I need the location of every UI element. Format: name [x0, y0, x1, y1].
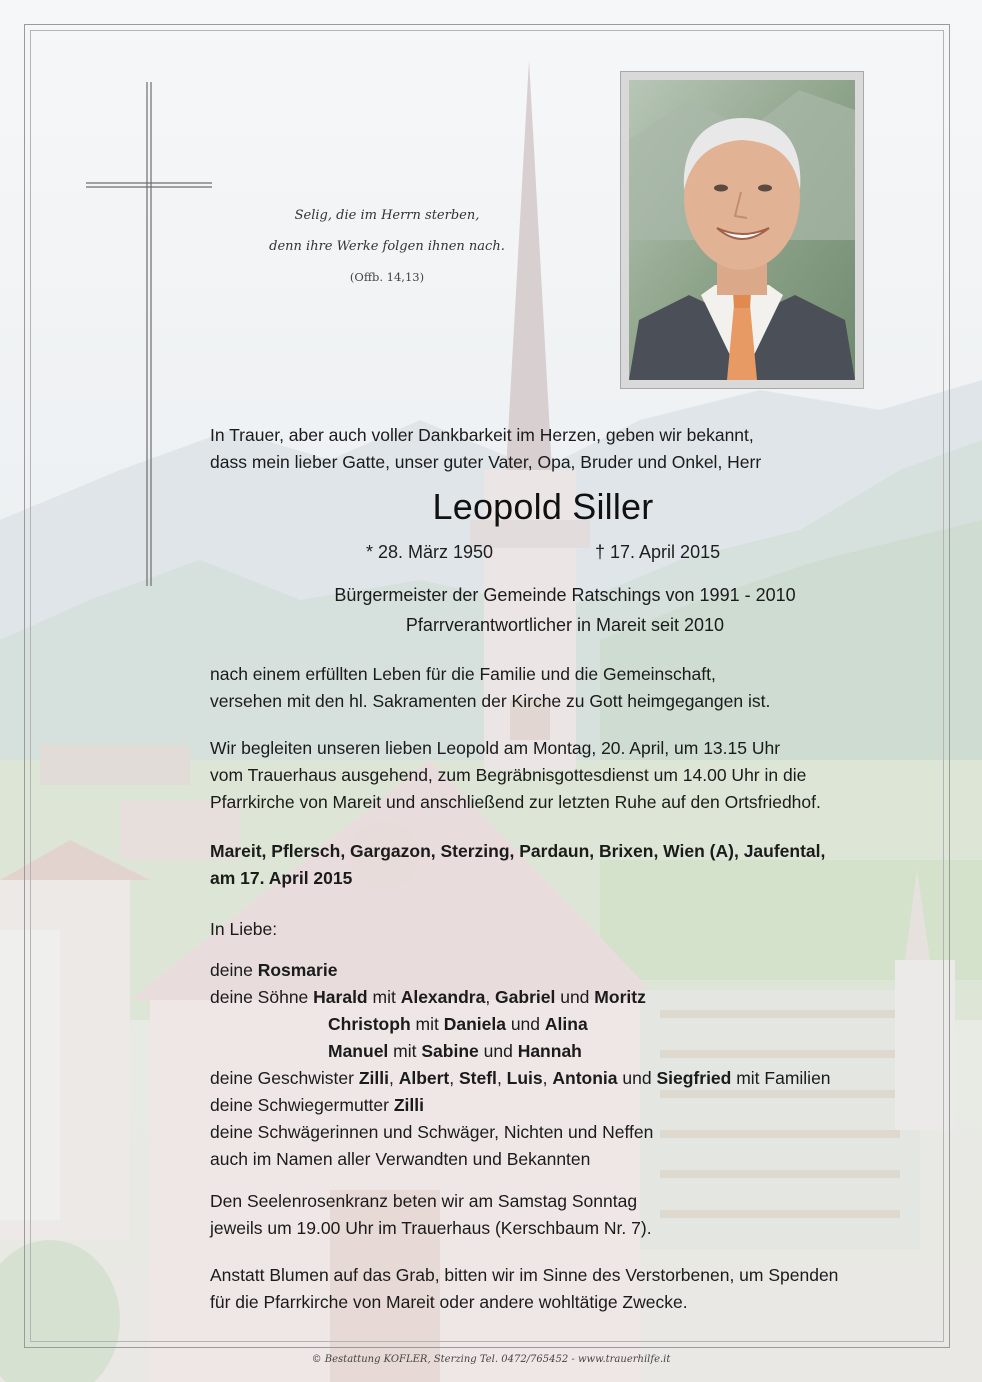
intro-line-2: dass mein lieber Gatte, unser guter Vater, Opa, Bruder und Onkel, Herr [210, 452, 762, 472]
mil-prefix: deine Schwiegermutter [210, 1095, 394, 1115]
titles [250, 580, 880, 640]
and-word: und [555, 987, 595, 1007]
funeral-line-1: Wir begleiten unseren lieben Leopold am Montag, 20. April, um 13.15 Uhr [210, 738, 781, 758]
wife-prefix: deine [210, 960, 258, 980]
funeral-line-2: vom Trauerhaus ausgehend, zum Begräbnisgottesdienst um 14.00 Uhr in die [210, 765, 807, 785]
mourner-sons [210, 984, 831, 1011]
rosary-line-2: jeweils um 19.00 Uhr im Trauerhaus (Kerschbaum Nr. 7). [210, 1218, 652, 1238]
places-text [210, 838, 825, 892]
son2-name: Christoph [328, 1014, 411, 1034]
son3-partner: Sabine [421, 1041, 479, 1061]
mourner-son2 [210, 1011, 831, 1038]
title-mayor: Bürgermeister der Gemeinde Ratschings von 1991 - 2010 [334, 585, 796, 605]
passing-line-2: versehen mit den hl. Sakramenten der Kirche zu Gott heimgegangen ist. [210, 691, 771, 711]
donation-text [210, 1262, 838, 1316]
wife-name: Rosmarie [257, 960, 338, 980]
funeral-text [210, 735, 821, 816]
footer-credit: © Bestattung KOFLER, Sterzing Tel. 0472/765452 - www.trauerhilfe.it [311, 1354, 671, 1365]
death-date: † 17. April 2015 [595, 542, 721, 562]
mil-name: Zilli [393, 1095, 424, 1115]
son3-child: Hannah [517, 1041, 582, 1061]
title-parish: Pfarrverantwortlicher in Mareit seit 2010 [405, 615, 725, 635]
with-word: mit [410, 1014, 444, 1034]
son3-name: Manuel [328, 1041, 389, 1061]
son1-name: Harald [313, 987, 368, 1007]
intro-line-1: In Trauer, aber auch voller Dankbarkeit im Herzen, geben wir bekannt, [210, 425, 754, 445]
and-word: und [617, 1068, 657, 1088]
son1-child1: Gabriel [495, 987, 556, 1007]
donation-line-1: Anstatt Blumen auf das Grab, bitten wir im Sinne des Verstorbenen, um Spenden [210, 1265, 839, 1285]
quote-reference: (Offb. 14,13) [349, 270, 425, 284]
sibling-2: Albert [398, 1068, 450, 1088]
birth-date: * 28. März 1950 [366, 542, 494, 562]
bible-quote [262, 200, 512, 293]
sibling-5: Antonia [552, 1068, 618, 1088]
mourner-inlaws: deine Schwägerinnen und Schwäger, Nichten und Neffen [210, 1122, 654, 1142]
sibling-3: Stefl [459, 1068, 497, 1088]
siblings-suffix: mit Familien [731, 1068, 831, 1088]
rosary-line-1: Den Seelenrosenkranz beten wir am Samstag Sonntag [210, 1191, 638, 1211]
mourners-list [210, 957, 831, 1173]
comma: , [449, 1068, 459, 1088]
and-word: und [505, 1014, 545, 1034]
cross-icon [86, 82, 212, 586]
passing-text [210, 661, 770, 715]
comma: , [542, 1068, 553, 1088]
and-word: und [478, 1041, 518, 1061]
quote-line-1: Selig, die im Herrn sterben, [294, 208, 480, 223]
mourners-heading: In Liebe: [210, 919, 278, 939]
mourner-siblings [210, 1065, 831, 1092]
places-line-1: Mareit, Pflersch, Gargazon, Sterzing, Pardaun, Brixen, Wien (A), Jaufental, [210, 841, 826, 861]
comma: , [496, 1068, 507, 1088]
mourner-mother-in-law [210, 1092, 831, 1119]
sons-prefix: deine Söhne [210, 987, 314, 1007]
son1-partner: Alexandra [400, 987, 486, 1007]
comma: , [388, 1068, 399, 1088]
son2-partner: Daniela [443, 1014, 506, 1034]
son2-child: Alina [544, 1014, 588, 1034]
rosary-text [210, 1188, 652, 1242]
with-word: mit [367, 987, 401, 1007]
siblings-prefix: deine Geschwister [210, 1068, 359, 1088]
sibling-4: Luis [506, 1068, 543, 1088]
funeral-line-3: Pfarrkirche von Mareit und anschließend zur letzten Ruhe auf den Ortsfriedhof. [210, 792, 821, 812]
mourner-relatives: auch im Namen aller Verwandten und Bekannten [210, 1149, 591, 1169]
donation-line-2: für die Pfarrkirche von Mareit oder andere wohltätige Zwecke. [210, 1292, 688, 1312]
passing-line-1: nach einem erfüllten Leben für die Familie und die Gemeinschaft, [210, 664, 716, 684]
intro-text [210, 422, 761, 476]
comma: , [485, 987, 496, 1007]
portrait-image [629, 80, 855, 380]
places-line-2: am 17. April 2015 [210, 868, 353, 888]
mourner-son3 [210, 1038, 831, 1065]
son1-child2: Moritz [594, 987, 646, 1007]
quote-line-2: denn ihre Werke folgen ihnen nach. [269, 239, 505, 254]
mourner-wife [210, 957, 831, 984]
sibling-1: Zilli [358, 1068, 389, 1088]
portrait-photo [620, 71, 864, 389]
sibling-6: Siegfried [656, 1068, 732, 1088]
deceased-name: Leopold Siller [432, 486, 654, 527]
with-word: mit [388, 1041, 422, 1061]
